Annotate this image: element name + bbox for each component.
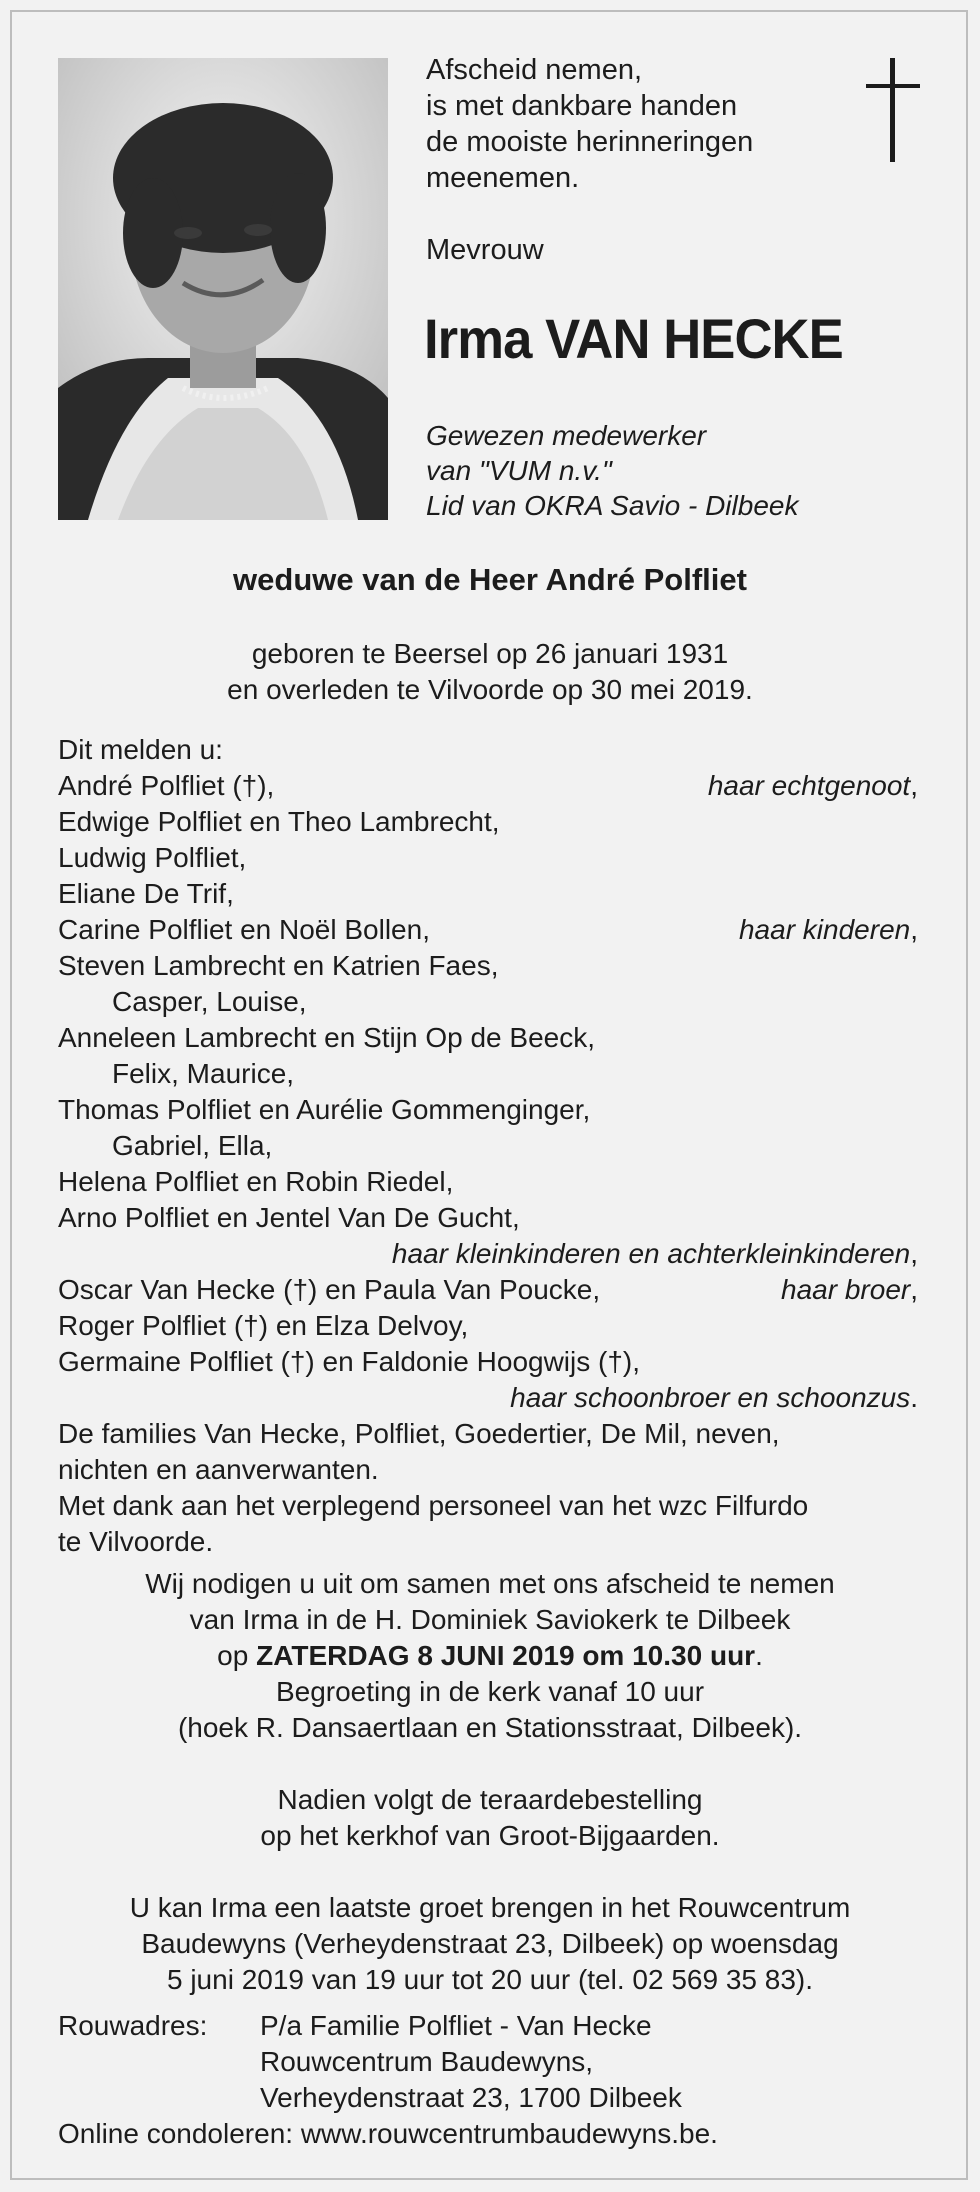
salutation: Mevrouw <box>426 234 544 266</box>
death-line: en overleden te Vilvoorde op 30 mei 2019. <box>227 674 753 705</box>
mourner-row <box>58 984 918 1020</box>
mourner-names: Steven Lambrecht en Katrien Faes, <box>58 950 499 981</box>
birth-line: geboren te Beersel op 26 januari 1931 <box>251 638 729 669</box>
service-datetime <box>0 1638 980 1674</box>
roles <box>426 418 798 523</box>
relation-punctuation: , <box>910 1274 918 1305</box>
mourners-list <box>58 732 918 1560</box>
mourner-row <box>58 732 918 768</box>
visit-line: 5 juni 2019 van 19 uur tot 20 uur (tel. 02 569 35 83). <box>166 1964 813 1995</box>
address-line: Rouwcentrum Baudewyns, <box>260 2046 594 2077</box>
burial-line: op het kerkhof van Groot-Bijgaarden. <box>260 1820 720 1851</box>
mourner-names: Dit melden u: <box>58 734 223 765</box>
mourner-relation <box>392 1236 918 1272</box>
mourner-names: te Vilvoorde. <box>58 1526 214 1557</box>
quote-line: Afscheid nemen, <box>426 54 643 86</box>
widow-line: weduwe van de Heer André Polfliet <box>233 562 747 597</box>
birth-death-dates <box>0 636 980 708</box>
visit-line: Baudewyns (Verheydenstraat 23, Dilbeek) op woensdag <box>141 1928 839 1959</box>
mourner-names: nichten en aanverwanten. <box>58 1454 379 1485</box>
mourner-names: Met dank aan het verplegend personeel van het wzc Filfurdo <box>58 1490 809 1521</box>
role-line: Gewezen medewerker <box>426 420 707 451</box>
quote-line: de mooiste herinneringen <box>426 126 754 158</box>
mourner-names: Anneleen Lambrecht en Stijn Op de Beeck, <box>58 1022 596 1053</box>
invite-line: Wij nodigen u uit om samen met ons afscheid te nemen <box>145 1568 835 1599</box>
online-condolences: Online condoleren: www.rouwcentrumbaudewyns.be. <box>58 2118 718 2149</box>
mourner-names: André Polfliet (†), <box>58 770 275 801</box>
mourner-names: De families Van Hecke, Polfliet, Goedertier, De Mil, neven, <box>58 1418 780 1449</box>
address-line: P/a Familie Polfliet - Van Hecke <box>260 2010 652 2041</box>
relation-text: haar broer <box>781 1274 911 1305</box>
relation-punctuation: , <box>910 1238 918 1269</box>
mourner-row <box>58 1020 918 1056</box>
relation-punctuation: , <box>910 770 918 801</box>
mourner-names: Casper, Louise, <box>112 986 307 1017</box>
role-line: van "VUM n.v." <box>426 455 612 486</box>
relation-text: haar kinderen <box>738 914 911 945</box>
visit-line: U kan Irma een laatste groet brengen in het Rouwcentrum <box>129 1892 851 1923</box>
mourner-row <box>58 804 918 840</box>
invitation <box>0 1566 980 1998</box>
mourner-names: Oscar Van Hecke (†) en Paula Van Poucke, <box>58 1274 601 1305</box>
mourner-relation <box>708 768 918 804</box>
quote-line: is met dankbare handen <box>426 90 738 122</box>
cross-icon <box>862 58 924 162</box>
quote-line: meenemen. <box>426 162 580 194</box>
relation-text: haar kleinkinderen en achterkleinkinderen <box>391 1238 911 1269</box>
relation-text: haar schoonbroer en schoonzus <box>510 1382 911 1413</box>
mourning-address <box>58 2008 718 2152</box>
mourner-names: Helena Polfliet en Robin Riedel, <box>58 1166 454 1197</box>
mourner-names: Gabriel, Ella, <box>112 1130 273 1161</box>
mourner-names: Edwige Polfliet en Theo Lambrecht, <box>58 806 500 837</box>
mourner-row <box>58 1452 918 1488</box>
mourner-relation <box>510 1380 918 1416</box>
mourner-names: Arno Polfliet en Jentel Van De Gucht, <box>58 1202 520 1233</box>
mourner-row <box>58 948 918 984</box>
mourner-relation <box>781 1272 918 1308</box>
deceased-name: Irma VAN HECKE <box>424 307 843 370</box>
portrait-photo <box>58 58 388 520</box>
invite-line: (hoek R. Dansaertlaan en Stationsstraat, Dilbeek). <box>177 1712 803 1743</box>
relation-punctuation: , <box>910 914 918 945</box>
mourner-row <box>58 1236 918 1272</box>
invite-line: van Irma in de H. Dominiek Saviokerk te Dilbeek <box>189 1604 791 1635</box>
address-line: Verheydenstraat 23, 1700 Dilbeek <box>260 2082 682 2113</box>
mourner-row <box>58 1488 918 1524</box>
mourner-names: Felix, Maurice, <box>112 1058 295 1089</box>
mourner-row <box>58 1344 918 1380</box>
mourner-row <box>58 876 918 912</box>
mourner-row <box>58 1200 918 1236</box>
mourner-row <box>58 912 918 948</box>
mourner-row <box>58 1308 918 1344</box>
mourner-names: Carine Polfliet en Noël Bollen, <box>58 914 430 945</box>
mourner-relation <box>739 912 918 948</box>
relation-text: haar echtgenoot <box>707 770 911 801</box>
mourner-names: Roger Polfliet (†) en Elza Delvoy, <box>58 1310 469 1341</box>
burial-line: Nadien volgt de teraardebestelling <box>277 1784 703 1815</box>
mourner-names: Eliane De Trif, <box>58 878 234 909</box>
mourner-row <box>58 1416 918 1452</box>
mourner-names: Ludwig Polfliet, <box>58 842 247 873</box>
mourner-names: Germaine Polfliet (†) en Faldonie Hoogwijs (†), <box>58 1346 641 1377</box>
mourner-row <box>58 1524 918 1560</box>
mourner-row <box>58 1380 918 1416</box>
role-line: Lid van OKRA Savio - Dilbeek <box>426 490 799 521</box>
relation-punctuation: . <box>910 1382 918 1413</box>
invite-line: Begroeting in de kerk vanaf 10 uur <box>275 1676 705 1707</box>
mourner-row <box>58 1272 918 1308</box>
service-suffix: . <box>755 1640 763 1671</box>
service-date-bold: ZATERDAG 8 JUNI 2019 om 10.30 uur <box>256 1640 756 1671</box>
mourner-names: Thomas Polfliet en Aurélie Gommenginger, <box>58 1094 591 1125</box>
mourner-row <box>58 1092 918 1128</box>
service-prefix: op <box>217 1640 257 1671</box>
mourner-row <box>58 1056 918 1092</box>
address-label: Rouwadres: <box>58 2010 208 2041</box>
farewell-quote <box>426 52 753 196</box>
mourner-row <box>58 840 918 876</box>
mourner-row <box>58 768 918 804</box>
mourner-row <box>58 1128 918 1164</box>
mourner-row <box>58 1164 918 1200</box>
